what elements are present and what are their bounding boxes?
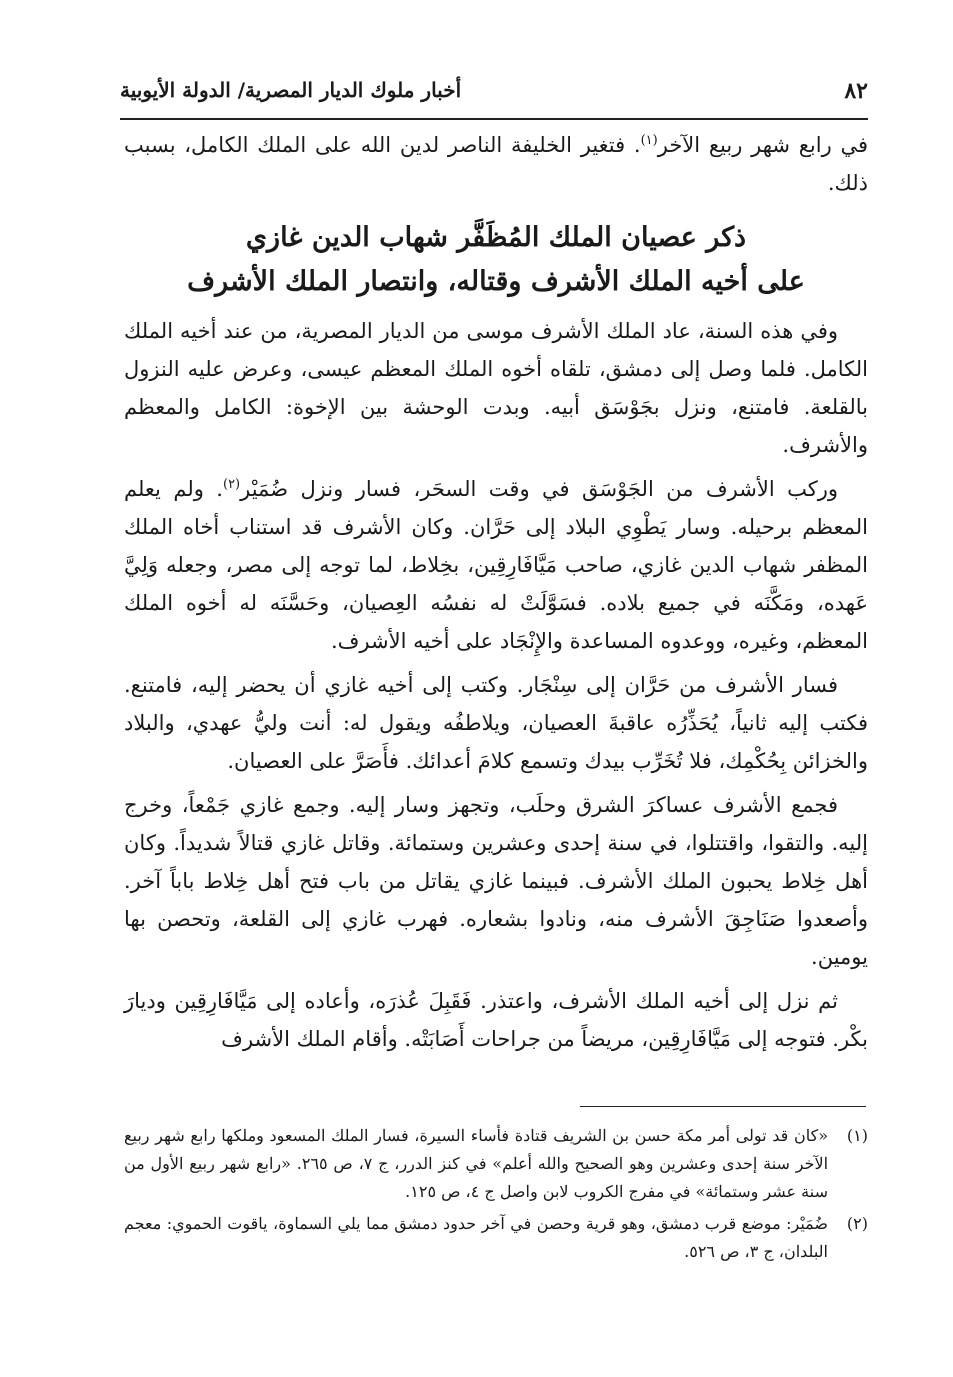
section-heading xyxy=(124,216,868,304)
paragraph-3: فسار الأشرف من حَرَّان إلى سِنْجَار. وكتب إلى أخيه غازي أن يحضر إليه، فامتنع. فكتب إليه ثانياً، يُحَذِّرُه عاقبةَ العصيان، ويلاطفُه ويقول له: أنت وليُّ عهدي، والبلاد والخزائن بِحُكْمِك، فلا تُخَرِّب بيدك وتسمع كلامَ أعدائك. فأَصَرَّ على العصيان. xyxy=(124,673,868,773)
paragraph-2-before-ref: وركب الأشرف من الجَوْسَق في وقت السحَر، فسار ونزل ضُمَيْر xyxy=(240,477,838,501)
footnote-2 xyxy=(124,1210,868,1266)
running-title: أخبار ملوك الديار المصرية/ الدولة الأيوبية xyxy=(120,78,462,102)
header-rule xyxy=(120,118,868,120)
section-heading-line-2: على أخيه الملك الأشرف وقتاله، وانتصار الملك الأشرف xyxy=(187,266,805,297)
footnote-ref-2[interactable]: (٢) xyxy=(222,477,241,492)
paragraph-2 xyxy=(124,470,868,660)
footnote-2-text: ضُمَيْر: موضع قرب دمشق، وهو قرية وحصن في آخر حدود دمشق مما يلي السماوة، ياقوت الحموي: معجم البلدان، ج ٣، ص ٥٢٦. xyxy=(124,1214,828,1261)
footnote-1-number: (١) xyxy=(846,1126,868,1145)
page-header xyxy=(120,78,868,116)
body-text xyxy=(124,126,868,1058)
footnote-1-text: «كان قد تولى أمر مكة حسن بن الشريف قتادة فأساء السيرة، فسار الملك المسعود وملكها رابع شهر ربيع الآخر سنة إحدى وعشرين وهو الصحيح والله أعلم» في كنز الدرر، ج ٧، ص ٢٦٥. «رابع شهر ربيع الأول من سنة عشر وستمائة» في مفرج الكروب لابن واصل ج ٤، ص ١٢٥. xyxy=(124,1126,829,1201)
intro-text-after-ref: . فتغير الخليفة الناصر لدين الله على الملك الكامل، بسبب ذلك. xyxy=(124,133,868,195)
paragraph-1: وفي هذه السنة، عاد الملك الأشرف موسى من الديار المصرية، من عند أخيه الملك الكامل. فلما وصل إلى دمشق، تلقاه أخوه الملك المعظم عيسى، وعرض عليه النزول بالقلعة. فامتنع، ونزل بجَوْسَق أبيه. وبدت الوحشة بين الإخوة: الكامل والمعظم والأشرف. xyxy=(124,319,868,457)
footnote-2-number: (٢) xyxy=(846,1214,868,1233)
page-number: ٨٢ xyxy=(844,78,868,104)
paragraph-5: ثم نزل إلى أخيه الملك الأشرف، واعتذر. فَقَبِلَ عُذرَه، وأعاده إلى مَيَّافَارِقِين وديارَ بكْر. فتوجه إلى مَيَّافَارِقِين، مريضاً من جراحات أَصَابَتْه. وأقام الملك الأشرف xyxy=(124,989,868,1051)
footnote-ref-1[interactable]: (١) xyxy=(640,133,658,148)
paragraph-2-after-ref: . ولم يعلم المعظم برحيله. وسار يَطْوِي البلاد إلى حَرَّان. وكان الأشرف قد استناب أخاه الملك المظفر شهاب الدين غازي، صاحب مَيَّافَارِقِين، بخِلاط، لما توجه إلى مصر، وجعله وَلِيَّ عَهده، ومَكَّنَه في جميع بلاده. فسَوَّلَتْ له نفسُه العِصيان، وحَسَّنَه له أخوه الملك المعظم، وغيره، ووعدوه المساعدة والإِنْجَاد على أخيه الأشرف. xyxy=(124,477,868,653)
intro-paragraph xyxy=(124,126,868,202)
paragraph-4: فجمع الأشرف عساكرَ الشرق وحلَب، وتجهز وسار إليه. وجمع غازي جَمْعاً، وخرج إليه. والتقوا، واقتتلوا، في سنة إحدى وعشرين وستمائة. وقاتل غازي قتالاً شديداً. وكان أهل خِلاط يحبون الملك الأشرف. فبينما غازي يقاتل من باب فتح أهل خِلاط باباً آخر. وأصعدوا صَنَاجِقَ الأشرف منه، ونادوا بشعاره. فهرب غازي إلى القلعة، وتحصن بها يومين. xyxy=(124,793,868,969)
footnotes xyxy=(124,1122,868,1270)
section-heading-line-1: ذكر عصيان الملك المُظَفَّر شهاب الدين غازي xyxy=(245,222,747,253)
intro-text-before-ref: في رابع شهر ربيع الآخر xyxy=(657,133,869,157)
footnote-rule xyxy=(580,1106,866,1107)
footnote-1 xyxy=(124,1122,868,1206)
